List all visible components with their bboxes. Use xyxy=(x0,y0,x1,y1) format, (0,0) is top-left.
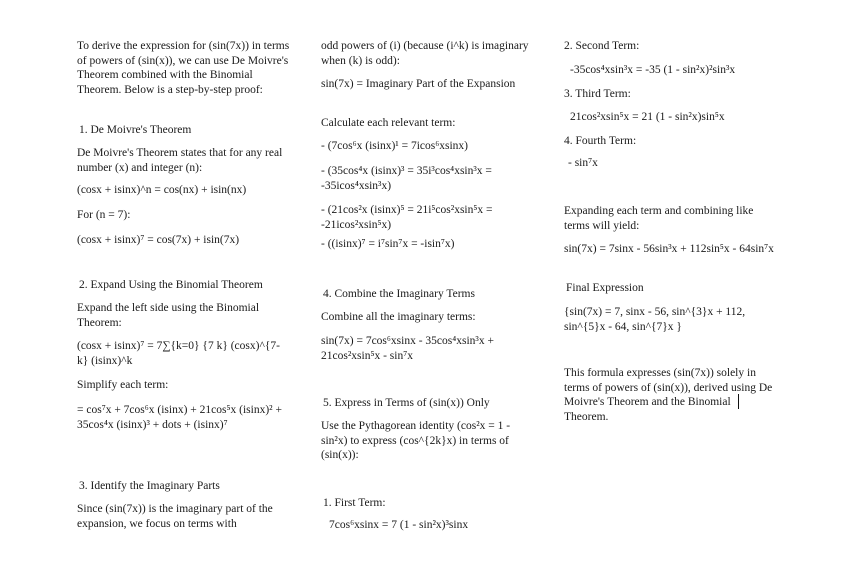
section-heading-de-moivre: 1. De Moivre's Theorem xyxy=(79,124,192,136)
section-heading-combine: 4. Combine the Imaginary Terms xyxy=(323,288,475,300)
equation: 7cos⁶xsinx = 7 (1 - sin²x)³sinx xyxy=(329,519,469,531)
paragraph: Simplify each term: xyxy=(77,379,169,391)
equation: (cosx + isinx)⁷ = cos(7x) + isin(7x) xyxy=(77,234,240,246)
equation: 21cos²xsin⁵x = 21 (1 - sin²x)sin⁵x xyxy=(570,111,725,123)
paragraph: De Moivre's Theorem states that for any real number (x) and integer (n): xyxy=(77,147,283,174)
conclusion-paragraph: This formula expresses (sin(7x)) solely in terms of powers of (sin(x)), derived using De Moivre's Theorem and the Binomial Theorem. xyxy=(564,367,773,423)
paragraph: odd powers of (i) (because (i^k) is imaginary when (k) is odd): xyxy=(321,40,529,67)
paragraph: Expand the left side using the Binomial Theorem: xyxy=(77,302,260,329)
paragraph: Combine all the imaginary terms: xyxy=(321,311,476,323)
equation: (cosx + isinx)^n = cos(nx) + isin(nx) xyxy=(77,184,247,196)
equation: (cosx + isinx)⁷ = 7∑{k=0} {7 k} (cosx)^{7-k} (isinx)^k xyxy=(77,340,280,367)
equation: - (21cos²x (isinx)⁵ = 21i⁵cos²xsin⁵x = -21icos²xsin⁵x) xyxy=(321,204,493,231)
section-heading-imaginary-parts: 3. Identify the Imaginary Parts xyxy=(79,480,220,492)
section-heading-final-expression: Final Expression xyxy=(566,282,644,294)
equation: - (7cos⁶x (isinx)¹ = 7icos⁶xsinx) xyxy=(321,140,468,152)
sub-heading-second-term: 2. Second Term: xyxy=(564,40,640,52)
equation: - sin⁷x xyxy=(568,157,598,169)
text-cursor xyxy=(738,394,739,409)
sub-heading-fourth-term: 4. Fourth Term: xyxy=(564,135,637,147)
equation: {sin(7x) = 7, sinx - 56, sin^{3}x + 112, sin^{5}x - 64, sin^{7}x } xyxy=(564,306,746,333)
section-heading-express: 5. Express in Terms of (sin(x)) Only xyxy=(323,397,490,409)
sub-heading-first-term: 1. First Term: xyxy=(323,497,386,509)
equation: - (35cos⁴x (isinx)³ = 35i³cos⁴xsin³x = -35icos⁴xsin³x) xyxy=(321,165,492,192)
equation: - ((isinx)⁷ = i⁷sin⁷x = -isin⁷x) xyxy=(321,238,455,250)
section-heading-binomial: 2. Expand Using the Binomial Theorem xyxy=(79,279,263,291)
equation: sin(7x) = Imaginary Part of the Expansion xyxy=(321,78,516,90)
sub-heading-third-term: 3. Third Term: xyxy=(564,88,631,100)
intro-paragraph: To derive the expression for (sin(7x)) in terms of powers of (sin(x)), we can use De Moivre's Theorem combined with the Binomial Theorem. Below is a step-by-step proof: xyxy=(77,40,290,96)
equation: = cos⁷x + 7cos⁶x (isinx) + 21cos⁵x (isinx)² + 35cos⁴x (isinx)³ + dots + (isinx)⁷ xyxy=(77,404,282,431)
equation: -35cos⁴xsin³x = -35 (1 - sin²x)²sin³x xyxy=(570,64,736,76)
paragraph: Expanding each term and combining like terms will yield: xyxy=(564,205,754,232)
equation: sin(7x) = 7sinx - 56sin³x + 112sin⁵x - 64sin⁷x xyxy=(564,243,774,255)
paragraph: For (n = 7): xyxy=(77,209,131,221)
paragraph: Since (sin(7x)) is the imaginary part of the expansion, we focus on terms with xyxy=(77,503,273,530)
equation: sin(7x) = 7cos⁶xsinx - 35cos⁴xsin³x + 21cos²xsin⁵x - sin⁷x xyxy=(321,335,494,362)
paragraph: Calculate each relevant term: xyxy=(321,117,456,129)
paragraph: Use the Pythagorean identity (cos²x = 1 - sin²x) to express (cos^{2k}x) in terms of (sin(x)): xyxy=(321,420,511,461)
